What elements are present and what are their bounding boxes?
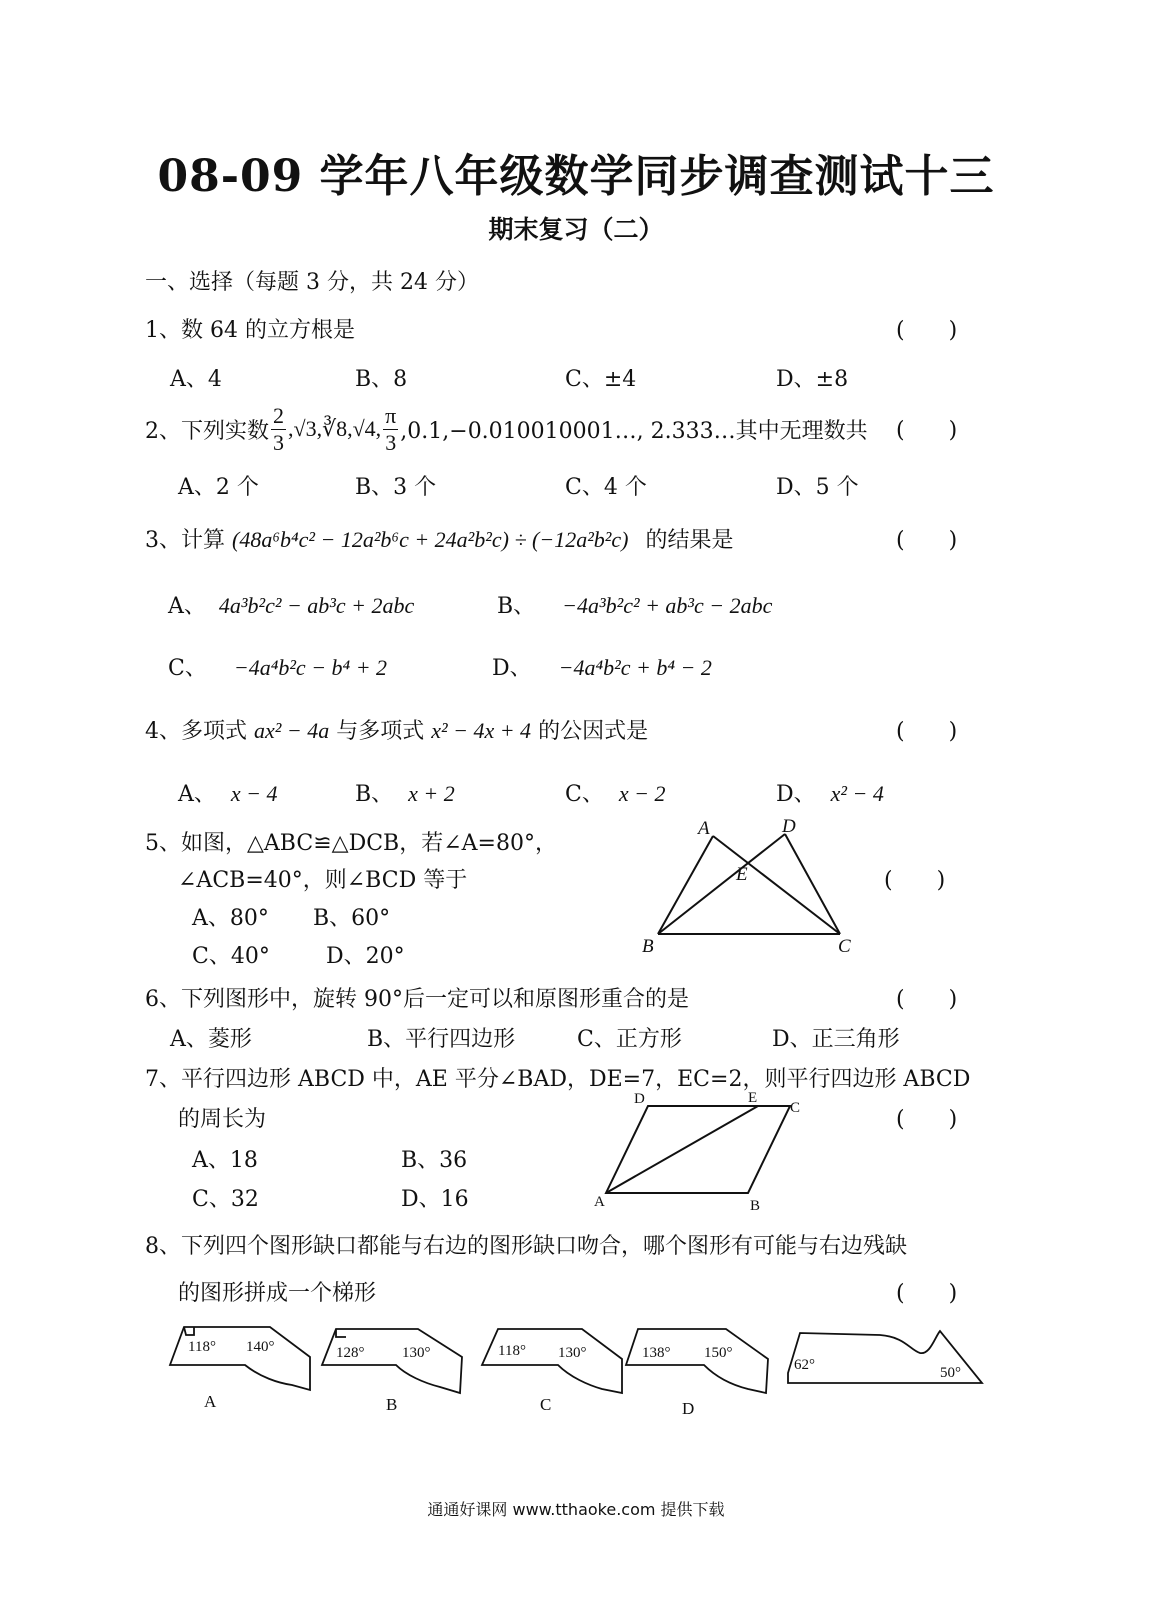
label-d: D — [634, 1091, 645, 1107]
q2-stem — [145, 400, 868, 458]
label-d: D — [782, 816, 796, 837]
shape-b-label: B — [386, 1395, 398, 1414]
label-e: E — [748, 1090, 758, 1106]
shape-a-angle1: 118° — [188, 1339, 216, 1355]
q4-expression-1: ax² − 4a — [254, 718, 330, 743]
q7-answer-bracket: ( ) — [896, 1107, 958, 1132]
q7-option-b: B、36 — [401, 1148, 468, 1173]
q4-answer-bracket: ( ) — [896, 719, 958, 744]
shape-c — [482, 1329, 622, 1393]
q3-option-d-expr: −4a⁴b²c + b⁴ − 2 — [558, 655, 712, 680]
shape-a — [170, 1327, 310, 1390]
q5-answer-bracket: ( ) — [884, 868, 946, 893]
page-title: 08-09 学年八年级数学同步调查测试十三 — [157, 151, 995, 202]
q7-option-c: C、32 — [192, 1187, 259, 1212]
q4-stem-part3: 的公因式是 — [538, 719, 649, 744]
q3-expression: (48a⁶b⁴c² − 12a²b⁶c + 24a²b²c) ÷ (−12a²b²c) — [232, 527, 629, 552]
shape-d-angle2: 150° — [704, 1345, 733, 1361]
label-e: E — [736, 864, 748, 885]
segment-ae — [606, 1106, 758, 1193]
label-c: C — [790, 1100, 801, 1116]
q3-option-c — [168, 651, 387, 682]
q4-option-d-label: D、 — [776, 782, 816, 807]
q3-stem — [145, 523, 734, 554]
label-b: B — [642, 936, 654, 957]
q3-option-d — [492, 651, 712, 682]
q3-option-b — [497, 589, 772, 620]
q6-answer-bracket: ( ) — [896, 987, 958, 1012]
q2-fraction-two-thirds — [271, 402, 286, 455]
segment-dc — [785, 834, 840, 934]
triangle-figure — [630, 812, 870, 962]
q3-option-a-label: A、 — [168, 594, 206, 619]
q3-answer-bracket: ( ) — [896, 528, 958, 553]
label-c: C — [838, 936, 851, 957]
q4-option-c-expr: x − 2 — [618, 781, 666, 806]
q5-option-d: D、20° — [326, 944, 405, 969]
q2-expression: ,√3,∛8,√4, — [288, 416, 382, 441]
shape-a-label: A — [204, 1392, 217, 1411]
segment-ac — [713, 836, 840, 934]
q1-option-d: D、±8 — [776, 367, 849, 392]
shape-b-angle2: 130° — [402, 1345, 431, 1361]
q3-stem-suffix: 的结果是 — [645, 528, 734, 553]
q4-option-d — [776, 777, 884, 808]
q5-option-b: B、60° — [313, 906, 391, 931]
q6-option-d: D、正三角形 — [772, 1027, 900, 1052]
q3-option-c-label: C、 — [168, 656, 207, 681]
q4-stem-part1: 4、多项式 — [145, 719, 247, 744]
shape-c-angle1: 118° — [498, 1343, 526, 1359]
q1-option-a: A、4 — [170, 367, 222, 392]
shape-b — [322, 1329, 462, 1393]
q3-option-c-expr: −4a⁴b²c − b⁴ + 2 — [233, 655, 388, 680]
q6-stem: 6、下列图形中，旋转 90°后一定可以和原图形重合的是 — [145, 987, 689, 1012]
footer-source: 通通好课网 www.tthaoke.com 提供下载 — [427, 1500, 725, 1519]
segment-bd — [658, 834, 785, 934]
q2-option-d: D、5 个 — [776, 475, 859, 500]
q1-stem: 1、数 64 的立方根是 — [145, 318, 355, 343]
q4-expression-2: x² − 4x + 4 — [431, 718, 532, 743]
segment-ba — [658, 836, 713, 934]
parallelogram-abcd — [606, 1106, 790, 1193]
q1-option-b: B、8 — [355, 367, 408, 392]
q4-option-d-expr: x² − 4 — [830, 781, 884, 806]
q4-option-a — [178, 777, 278, 808]
q7-stem-line1: 7、平行四边形 ABCD 中，AE 平分∠BAD，DE=7，EC=2，则平行四边形 ABCD — [145, 1067, 971, 1092]
q4-option-b-expr: x + 2 — [408, 781, 455, 806]
q2-option-c: C、4 个 — [565, 475, 647, 500]
q4-stem-part2: 与多项式 — [336, 719, 425, 744]
shape-d-label: D — [682, 1399, 695, 1418]
section-heading: 一、选择（每题 3 分，共 24 分） — [145, 270, 479, 295]
q2-stem-suffix: ,0.1,−0.010010001…, 2.333…其中无理数共 — [400, 418, 868, 444]
shape-a-corner-mark — [184, 1327, 194, 1335]
q3-stem-prefix: 3、计算 — [145, 528, 225, 553]
q2-frac2-numerator: π — [385, 402, 397, 428]
right-shape-angle1: 62° — [794, 1357, 815, 1373]
q8-stem-line2: 的图形拼成一个梯形 — [178, 1281, 377, 1306]
shape-b-angle1: 128° — [336, 1345, 365, 1361]
q7-stem-line2: 的周长为 — [178, 1107, 267, 1132]
q2-frac1-denominator: 3 — [273, 429, 284, 455]
q4-option-c — [565, 777, 665, 808]
q1-answer-bracket: ( ) — [896, 318, 958, 343]
shape-d-angle1: 138° — [642, 1345, 671, 1361]
q3-option-b-expr: −4a³b²c² + ab³c − 2abc — [562, 593, 773, 618]
label-a: A — [698, 818, 710, 839]
shape-c-angle2: 130° — [558, 1345, 587, 1361]
q7-option-d: D、16 — [401, 1187, 469, 1212]
q3-option-a — [168, 589, 414, 620]
parallelogram-figure — [590, 1088, 820, 1213]
q2-answer-bracket: ( ) — [896, 418, 958, 443]
q6-option-b: B、平行四边形 — [367, 1027, 516, 1052]
q2-frac1-numerator: 2 — [273, 402, 284, 428]
label-b: B — [750, 1198, 761, 1213]
q7-option-a: A、18 — [192, 1148, 258, 1173]
q1-option-c: C、±4 — [565, 367, 637, 392]
q4-stem — [145, 714, 648, 745]
q4-option-b — [355, 777, 455, 808]
q5-stem-line1: 5、如图，△ABC≌△DCB，若∠A=80°， — [145, 831, 557, 856]
q4-option-a-expr: x − 4 — [230, 781, 278, 806]
q5-option-a: A、80° — [192, 906, 269, 931]
q2-stem-prefix: 2、下列实数 — [145, 418, 269, 444]
q5-stem-line2: ∠ACB=40°，则∠BCD 等于 — [178, 868, 468, 893]
shape-b-corner-mark — [336, 1329, 346, 1337]
shape-c-label: C — [540, 1395, 552, 1414]
q5-option-c: C、40° — [192, 944, 270, 969]
right-shape-angle2: 50° — [940, 1365, 961, 1381]
q2-fraction-pi-thirds — [383, 402, 398, 455]
label-a: A — [594, 1194, 605, 1210]
q3-option-b-label: B、 — [497, 594, 536, 619]
q3-option-a-expr: 4a³b²c² − ab³c + 2abc — [218, 593, 415, 618]
q6-option-c: C、正方形 — [577, 1027, 682, 1052]
q8-answer-bracket: ( ) — [896, 1281, 958, 1306]
q8-shapes-figure — [160, 1315, 990, 1425]
q4-option-b-label: B、 — [355, 782, 394, 807]
shape-d — [626, 1329, 768, 1393]
page-subtitle: 期末复习（二） — [488, 215, 664, 244]
q2-frac2-denominator: 3 — [385, 429, 397, 455]
q6-option-a: A、菱形 — [170, 1027, 252, 1052]
shape-a-angle2: 140° — [246, 1339, 275, 1355]
q3-option-d-label: D、 — [492, 656, 532, 681]
q4-option-c-label: C、 — [565, 782, 604, 807]
q2-option-b: B、3 个 — [355, 475, 437, 500]
q2-option-a: A、2 个 — [178, 475, 259, 500]
q4-option-a-label: A、 — [178, 782, 216, 807]
q8-stem-line1: 8、下列四个图形缺口都能与右边的图形缺口吻合，哪个图形有可能与右边残缺 — [145, 1234, 907, 1259]
